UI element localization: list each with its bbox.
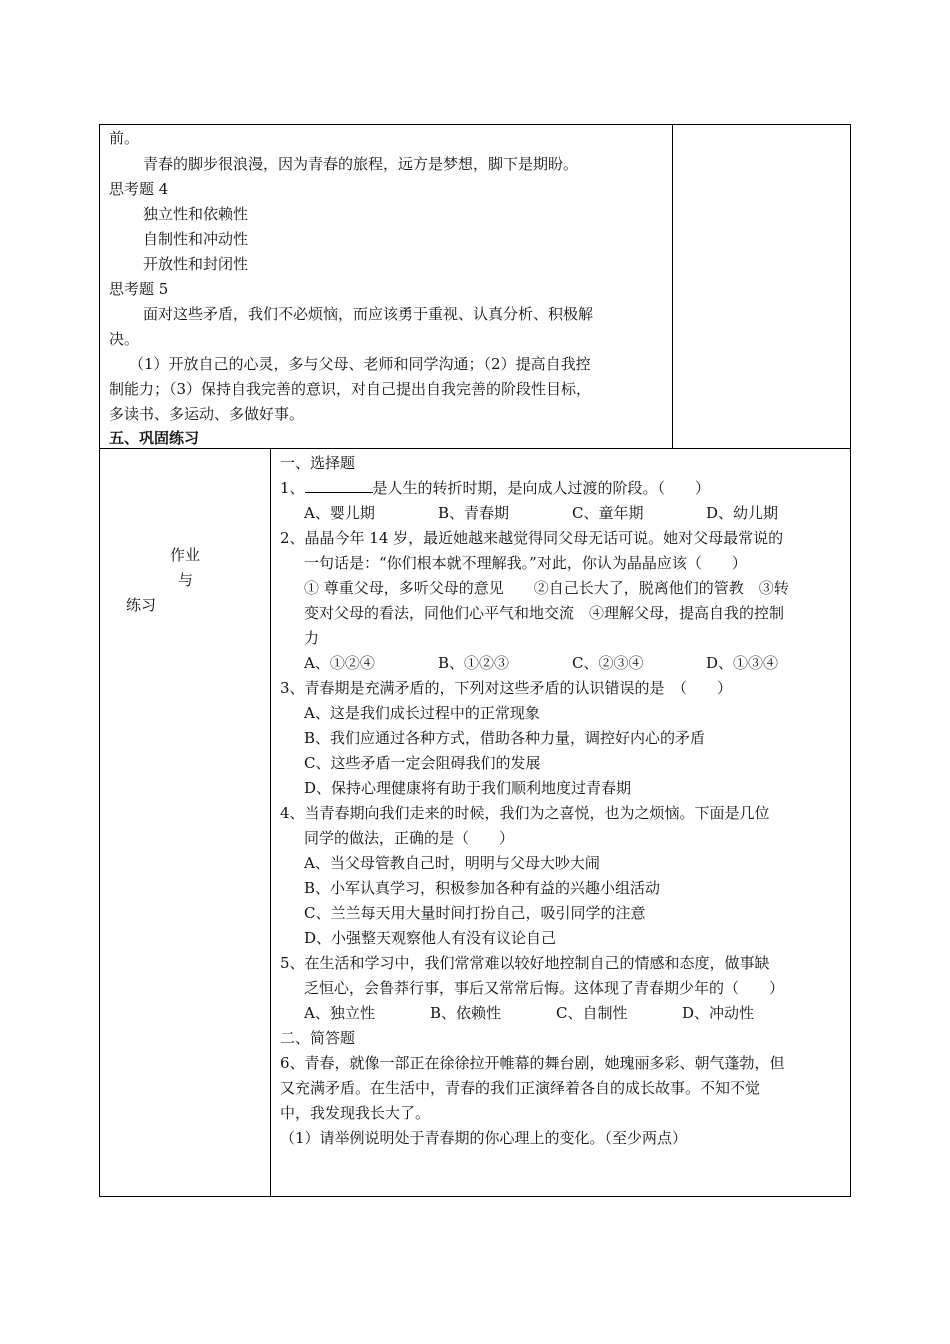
q1-option: C、童年期 bbox=[572, 504, 644, 522]
q2-option: A、①②④ bbox=[304, 654, 375, 672]
question-6: 又充满矛盾。在生活中，青春的我们正演绎着各自的成长故事。不知不觉 bbox=[280, 1079, 761, 1097]
section-title: 一、选择题 bbox=[280, 454, 356, 472]
question-6: 中，我发现我长大了。 bbox=[280, 1104, 431, 1122]
q1-option: A、婴儿期 bbox=[304, 504, 375, 522]
question-2: 变对父母的看法，同他们心平气和地交流 ④理解父母，提高自我的控制 bbox=[304, 604, 785, 622]
question-5: 乏恒心，会鲁莽行事，事后又常常后悔。这体现了青春期少年的（ ） bbox=[304, 979, 785, 997]
question-1: 1、 是人生的转折时期，是向成人过渡的阶段。（ ） bbox=[280, 479, 711, 497]
q5-option: C、自制性 bbox=[556, 1004, 628, 1022]
q4-option: D、小强整天观察他人有没有议论自己 bbox=[304, 929, 557, 947]
question-2: 2、晶晶今年 14 岁，最近她越来越觉得同父母无话可说。她对父母最常说的 bbox=[280, 529, 784, 547]
q4-option: B、小军认真学习，积极参加各种有益的兴趣小组活动 bbox=[304, 879, 661, 897]
text-line: 前。 bbox=[109, 129, 140, 147]
text-line: 开放性和封闭性 bbox=[143, 255, 249, 273]
text-line: 思考题 4 bbox=[109, 180, 169, 198]
text-line: 思考题 5 bbox=[109, 280, 169, 298]
text-line: 独立性和依赖性 bbox=[143, 205, 249, 223]
question-2: ① 尊重父母，多听父母的意见 ②自己长大了，脱离他们的管教 ③转 bbox=[304, 579, 789, 597]
text-line: 决。 bbox=[109, 330, 140, 348]
q3-option: C、这些矛盾一定会阻碍我们的发展 bbox=[304, 754, 541, 772]
q3-option: B、我们应通过各种方式，借助各种力量，调控好内心的矛盾 bbox=[304, 729, 706, 747]
question-2: 力 bbox=[304, 629, 320, 647]
q2-option: B、①②③ bbox=[438, 654, 510, 672]
question-2: 一句话是：“你们根本就不理解我。”对此，你认为晶晶应该（ ） bbox=[304, 554, 747, 572]
q4-option: A、当父母管教自己时，明明与父母大吵大闹 bbox=[304, 854, 600, 872]
q5-option: B、依赖性 bbox=[430, 1004, 502, 1022]
section-heading: 五、巩固练习 bbox=[109, 429, 200, 447]
upper-table-divider bbox=[672, 124, 673, 449]
section-title: 二、简答题 bbox=[280, 1029, 356, 1047]
q4-option: C、兰兰每天用大量时间打扮自己，吸引同学的注意 bbox=[304, 904, 646, 922]
text-line: 面对这些矛盾，我们不必烦恼，而应该勇于重视、认真分析、积极解 bbox=[143, 305, 594, 323]
question-6: 6、青春，就像一部正在徐徐拉开帷幕的舞台剧，她瑰丽多彩、朝气蓬勃，但 bbox=[280, 1054, 785, 1072]
question-5: 5、在生活和学习中，我们常常难以较好地控制自己的情感和态度，做事缺 bbox=[280, 954, 770, 972]
left-label-line1: 作业 bbox=[170, 546, 201, 564]
text-line: 制能力；（3）保持自我完善的意识，对自己提出自我完善的阶段性目标， bbox=[109, 380, 592, 398]
text-line: 自制性和冲动性 bbox=[143, 230, 249, 248]
question-6-sub1: （1）请举例说明处于青春期的你心理上的变化。（至少两点） bbox=[280, 1129, 688, 1147]
text-line: （1）开放自己的心灵，多与父母、老师和同学沟通；（2）提高自我控 bbox=[129, 355, 591, 373]
left-label-line3: 练习 bbox=[126, 596, 157, 614]
q3-option: A、这是我们成长过程中的正常现象 bbox=[304, 704, 540, 722]
q2-option: D、①③④ bbox=[706, 654, 779, 672]
answer-blank bbox=[305, 478, 373, 493]
text-line: 多读书、多运动、多做好事。 bbox=[109, 405, 305, 423]
text-line: 青春的脚步很浪漫，因为青春的旅程，远方是梦想，脚下是期盼。 bbox=[143, 155, 579, 173]
question-4: 4、当青春期向我们走来的时候，我们为之喜悦，也为之烦恼。下面是几位 bbox=[280, 804, 770, 822]
q2-option: C、②③④ bbox=[572, 654, 644, 672]
q1-option: B、青春期 bbox=[438, 504, 510, 522]
q1-option: D、幼儿期 bbox=[706, 504, 779, 522]
q5-option: A、独立性 bbox=[304, 1004, 375, 1022]
left-label-line2: 与 bbox=[178, 571, 194, 589]
question-3: 3、青春期是充满矛盾的，下列对这些矛盾的认识错误的是 （ ） bbox=[280, 679, 733, 697]
q5-option: D、冲动性 bbox=[682, 1004, 755, 1022]
lower-table-divider bbox=[270, 448, 271, 1197]
q3-option: D、保持心理健康将有助于我们顺利地度过青春期 bbox=[304, 779, 632, 797]
question-4: 同学的做法，正确的是（ ） bbox=[304, 829, 515, 847]
